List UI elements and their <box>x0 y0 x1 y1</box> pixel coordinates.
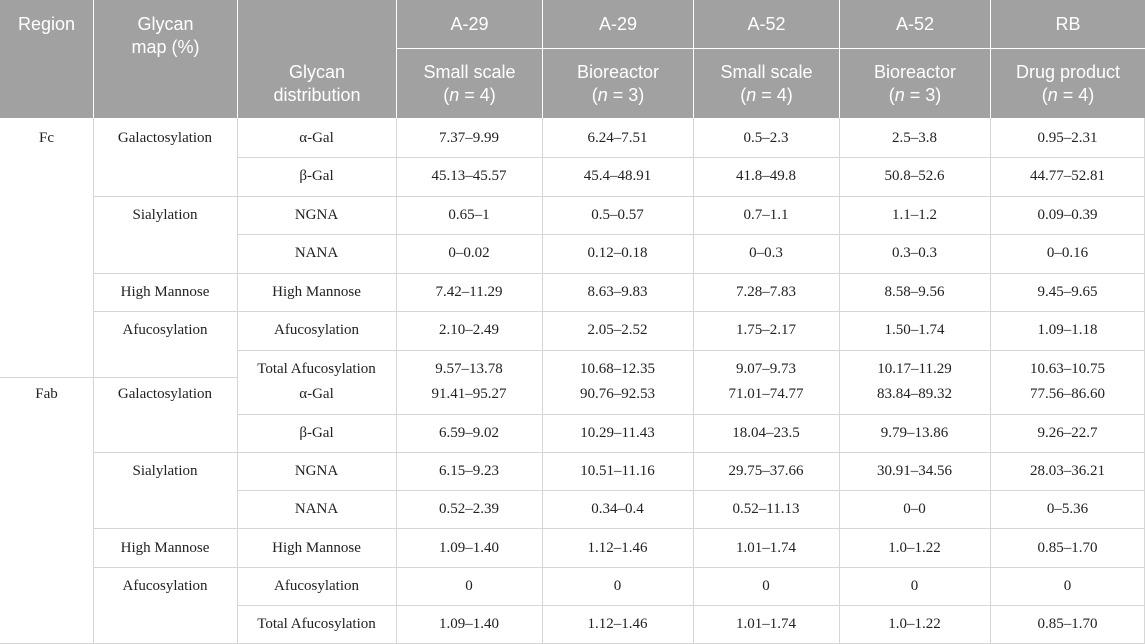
table-cell: 83.84–89.32 <box>877 386 952 402</box>
column-divider <box>542 118 543 644</box>
header-divider <box>839 0 840 118</box>
table-cell: 2.10–2.49 <box>439 322 499 338</box>
group-divider <box>93 528 1145 529</box>
header-glycan-distribution <box>238 61 396 107</box>
distribution-label: NGNA <box>294 463 339 479</box>
table-cell: 6.24–7.51 <box>587 130 648 146</box>
header-col-3-n: n <box>746 85 757 105</box>
table-cell: 0–0.02 <box>448 245 490 261</box>
header-glycan-map-line1: Glycan <box>137 14 194 34</box>
table-cell: 1.50–1.74 <box>884 322 945 338</box>
table-cell: 9.45–9.65 <box>1037 284 1098 300</box>
group-label: Galactosylation <box>117 130 213 146</box>
group-label: Afucosylation <box>122 578 208 594</box>
table-cell: 9.57–13.78 <box>435 361 503 377</box>
header-col-4-top: A-52 <box>895 14 935 34</box>
group-label: Galactosylation <box>117 386 213 402</box>
header-divider <box>397 48 1145 49</box>
table-cell: 7.37–9.99 <box>439 130 499 146</box>
table-cell: 9.26–22.7 <box>1037 425 1098 441</box>
column-divider <box>396 118 397 644</box>
table-cell: 1.09–1.40 <box>439 616 499 632</box>
header-col-2-bottom: Bioreactor (n = 3) <box>576 62 660 105</box>
group-divider <box>93 567 1145 568</box>
table-cell: 0.65–1 <box>448 207 490 223</box>
header-divider <box>990 0 991 118</box>
header-col-4-count: = 3 <box>904 85 936 105</box>
header-col-1-n: n <box>449 85 460 105</box>
table-cell: 10.17–11.29 <box>877 361 952 377</box>
group-divider <box>93 452 1145 453</box>
table-cell: 8.58–9.56 <box>884 284 945 300</box>
header-col-3-desc: Small scale <box>720 62 813 82</box>
header-glycan-distribution-line2: distribution <box>273 85 361 105</box>
table-cell: 18.04–23.5 <box>732 425 800 441</box>
header-divider <box>237 0 238 118</box>
table-cell: 77.56–86.60 <box>1030 386 1105 402</box>
column-divider <box>237 118 238 644</box>
region-label: Fc <box>39 130 54 146</box>
table-cell: 2.05–2.52 <box>587 322 648 338</box>
table-cell: 10.51–11.16 <box>580 463 655 479</box>
column-divider <box>93 118 94 644</box>
table-cell: 0–0 <box>903 501 926 517</box>
table-cell: 0.52–11.13 <box>732 501 800 517</box>
header-divider <box>542 0 543 118</box>
distribution-label: Afucosylation <box>274 322 359 338</box>
row-divider <box>237 490 1145 491</box>
header-col-2-top: A-29 <box>598 14 638 34</box>
table-cell: 45.13–45.57 <box>431 168 507 184</box>
table-cell: 2.5–3.8 <box>892 130 937 146</box>
distribution-label: α-Gal <box>299 130 334 146</box>
table-cell: 0.09–0.39 <box>1037 207 1098 223</box>
table-cell: 50.8–52.6 <box>884 168 945 184</box>
table-cell: 1.0–1.22 <box>888 616 941 632</box>
distribution-label: β-Gal <box>299 168 334 184</box>
header-col-5-count: = 4 <box>1057 85 1089 105</box>
header-divider <box>693 0 694 118</box>
region-divider <box>0 377 237 378</box>
table-cell: 0.5–0.57 <box>591 207 644 223</box>
table-cell: 8.63–9.83 <box>587 284 648 300</box>
table-cell: 10.63–10.75 <box>1030 361 1105 377</box>
header-col-3-bottom: Small scale (n = 4) <box>720 62 813 105</box>
group-divider <box>93 273 1145 274</box>
table-cell: 0.3–0.3 <box>892 245 937 261</box>
table-cell: 9.07–9.73 <box>736 361 796 377</box>
table-cell: 0 <box>613 578 622 594</box>
row-divider <box>237 605 1145 606</box>
header-col-2-n: n <box>597 85 608 105</box>
table-cell: 6.59–9.02 <box>439 425 499 441</box>
header-glycan-map-line2: map (%) <box>131 37 200 57</box>
group-label: Afucosylation <box>122 322 208 338</box>
table-cell: 1.01–1.74 <box>736 540 796 556</box>
group-label: Sialylation <box>132 463 198 479</box>
distribution-label: NANA <box>294 245 339 261</box>
group-label: High Mannose <box>120 540 210 556</box>
table-cell: 10.68–12.35 <box>580 361 655 377</box>
table-cell: 0–0.16 <box>1046 245 1089 261</box>
table-cell: 7.42–11.29 <box>435 284 503 300</box>
group-divider <box>93 311 1145 312</box>
table-cell: 41.8–49.8 <box>736 168 796 184</box>
table-cell: 0.12–0.18 <box>587 245 648 261</box>
table-cell: 0 <box>1063 578 1072 594</box>
table-cell: 1.75–2.17 <box>736 322 796 338</box>
header-col-3-count: = 4 <box>756 85 787 105</box>
table-cell: 1.09–1.40 <box>439 540 499 556</box>
row-divider <box>237 414 1145 415</box>
table-cell: 0.34–0.4 <box>591 501 644 517</box>
table-cell: 0.52–2.39 <box>439 501 499 517</box>
header-col-5-bottom: Drug product (n = 4) <box>1015 62 1121 105</box>
table-cell: 9.79–13.86 <box>880 425 949 441</box>
table-cell: 1.0–1.22 <box>888 540 941 556</box>
table-cell: 29.75–37.66 <box>728 463 804 479</box>
distribution-label: β-Gal <box>299 425 334 441</box>
distribution-label: NANA <box>294 501 339 517</box>
table-cell: 0 <box>762 578 770 594</box>
distribution-label: Total Afucosylation <box>257 361 376 377</box>
row-divider <box>237 350 1145 351</box>
table-cell: 1.1–1.2 <box>892 207 937 223</box>
table-cell: 0.95–2.31 <box>1037 130 1098 146</box>
table-cell: 0.7–1.1 <box>743 207 789 223</box>
header-col-4-desc: Bioreactor <box>873 62 957 82</box>
group-label: High Mannose <box>120 284 210 300</box>
table-cell: 1.01–1.74 <box>736 616 796 632</box>
header-col-4-bottom: Bioreactor (n = 3) <box>873 62 957 105</box>
table-cell: 1.09–1.18 <box>1037 322 1098 338</box>
table-cell: 0.85–1.70 <box>1037 540 1098 556</box>
table-cell: 6.15–9.23 <box>439 463 499 479</box>
header-glycan-map <box>94 13 237 59</box>
group-label: Sialylation <box>132 207 198 223</box>
header-col-4-n: n <box>894 85 905 105</box>
header-col-1-count: = 4 <box>459 85 490 105</box>
header-col-2-desc: Bioreactor <box>576 62 660 82</box>
header-col-3-top: A-52 <box>747 14 786 34</box>
column-divider <box>693 118 694 644</box>
distribution-label: Total Afucosylation <box>257 616 376 632</box>
header-col-1-bottom: Small scale (n = 4) <box>423 62 516 105</box>
table-cell: 90.76–92.53 <box>580 386 655 402</box>
table-cell: 0.5–2.3 <box>743 130 789 146</box>
table-cell: 45.4–48.91 <box>583 168 652 184</box>
table-cell: 0 <box>910 578 919 594</box>
header-col-5-desc: Drug product <box>1015 62 1121 82</box>
table-cell: 30.91–34.56 <box>877 463 952 479</box>
distribution-label: NGNA <box>294 207 339 223</box>
header-col-1-desc: Small scale <box>423 62 516 82</box>
table-cell: 0 <box>465 578 473 594</box>
distribution-label: Afucosylation <box>274 578 359 594</box>
table-cell: 1.12–1.46 <box>587 616 648 632</box>
header-divider <box>396 0 397 118</box>
table-cell: 91.41–95.27 <box>431 386 507 402</box>
header-col-2-count: = 3 <box>607 85 639 105</box>
region-label: Fab <box>35 386 58 402</box>
header-col-5-n: n <box>1047 85 1058 105</box>
row-divider <box>237 157 1145 158</box>
table-cell: 44.77–52.81 <box>1030 168 1105 184</box>
header-divider <box>93 0 94 118</box>
table-cell: 1.12–1.46 <box>587 540 648 556</box>
table-cell: 0.85–1.70 <box>1037 616 1098 632</box>
table-cell: 28.03–36.21 <box>1030 463 1105 479</box>
header-col-1-top: A-29 <box>450 14 489 34</box>
column-divider <box>839 118 840 644</box>
distribution-label: High Mannose <box>272 540 361 556</box>
group-divider <box>93 196 1145 197</box>
header-col-5-top: RB <box>1055 14 1081 34</box>
table-cell: 7.28–7.83 <box>736 284 796 300</box>
header-glycan-distribution-line1: Glycan <box>288 62 346 82</box>
table-cell: 71.01–74.77 <box>728 386 804 402</box>
column-divider <box>990 118 991 644</box>
table-cell: 0–5.36 <box>1046 501 1089 517</box>
table-cell: 0–0.3 <box>749 245 783 261</box>
header-region: Region <box>17 14 76 34</box>
distribution-label: High Mannose <box>272 284 361 300</box>
row-divider <box>237 234 1145 235</box>
distribution-label: α-Gal <box>299 386 334 402</box>
table-cell: 10.29–11.43 <box>580 425 655 441</box>
